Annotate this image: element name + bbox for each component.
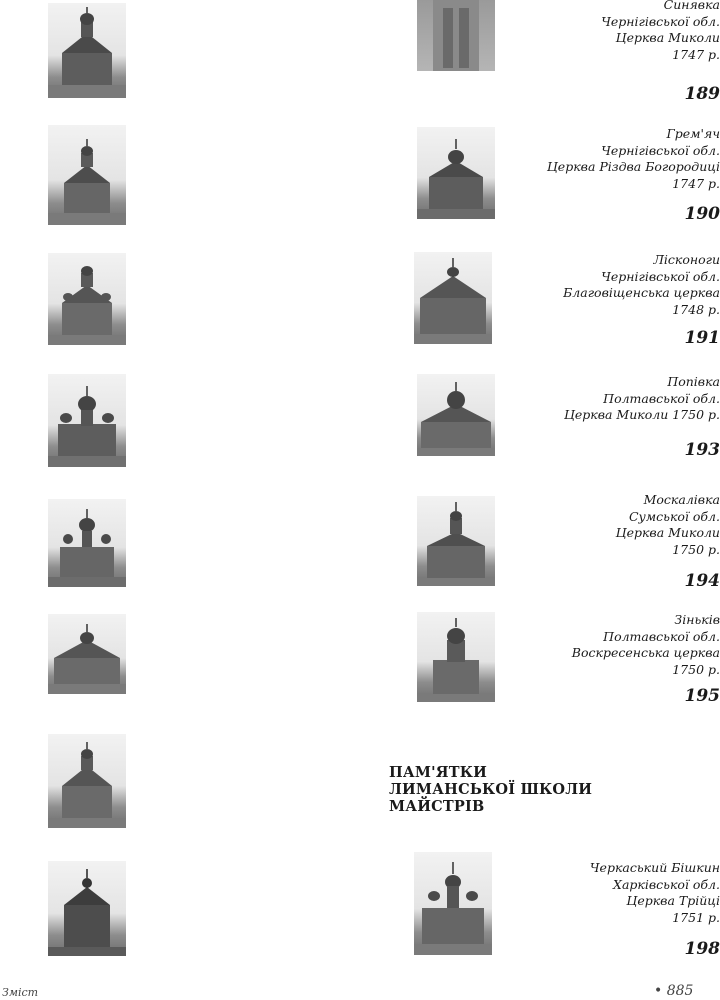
page-number: 198 <box>684 939 720 959</box>
church-photo <box>417 496 495 586</box>
church-icon <box>417 0 495 71</box>
church-photo <box>48 499 126 587</box>
entry-caption: Синявка Чернігівської обл. Церква Миколи 1747 р. <box>601 0 720 62</box>
bullet-icon: • <box>654 983 663 999</box>
church-icon <box>48 374 126 467</box>
entry-caption: Грем'яч Чернігівської обл. Церква Різдва Богородиці 1747 р. <box>546 126 720 191</box>
church-photo <box>414 852 492 955</box>
church-icon <box>48 734 126 828</box>
page-number: 190 <box>684 204 720 224</box>
church-photo <box>48 614 126 694</box>
page-number: 189 <box>684 84 720 104</box>
church-icon <box>417 127 495 219</box>
page-number: 193 <box>684 440 720 460</box>
church-icon <box>414 852 492 955</box>
church-photo <box>417 127 495 219</box>
folio-number: 885 <box>666 983 694 999</box>
page-number: 195 <box>684 686 720 706</box>
church-photo <box>48 253 126 345</box>
entry-caption: Попівка Полтавської обл. Церква Миколи 1750 р. <box>563 374 720 422</box>
church-icon <box>417 612 495 702</box>
footer-page-number <box>654 983 693 999</box>
page-number: 191 <box>684 328 720 348</box>
church-icon <box>48 861 126 956</box>
church-photo <box>414 252 492 344</box>
church-icon <box>417 374 495 456</box>
church-icon <box>48 125 126 225</box>
church-photo <box>48 3 126 98</box>
church-photo <box>48 734 126 828</box>
entry-caption: Лісконоги Чернігівської обл. Благовіщенська церква 1748 р. <box>563 252 720 317</box>
church-icon <box>48 253 126 345</box>
entry-caption: Зіньків Полтавської обл. Воскресенська церква 1750 р. <box>571 612 720 677</box>
entry-caption: Москалівка Сумської обл. Церква Миколи 1750 р. <box>615 492 720 557</box>
church-icon <box>417 496 495 586</box>
church-photo <box>48 125 126 225</box>
church-photo <box>48 374 126 467</box>
page-number: 194 <box>684 571 720 591</box>
church-photo <box>48 861 126 956</box>
church-icon <box>48 614 126 694</box>
footer-contents-label[interactable]: Зміст <box>2 986 39 999</box>
section-heading: ПАМ'ЯТКИ ЛИМАНСЬКОЇ ШКОЛИ МАЙСТРІВ <box>389 764 593 815</box>
church-photo <box>417 612 495 702</box>
church-photo <box>417 0 495 71</box>
church-icon <box>48 3 126 98</box>
church-icon <box>414 252 492 344</box>
entry-caption: Черкаський Бішкин Харківської обл. Церква Трійці 1751 р. <box>589 860 720 925</box>
church-photo <box>417 374 495 456</box>
church-icon <box>48 499 126 587</box>
